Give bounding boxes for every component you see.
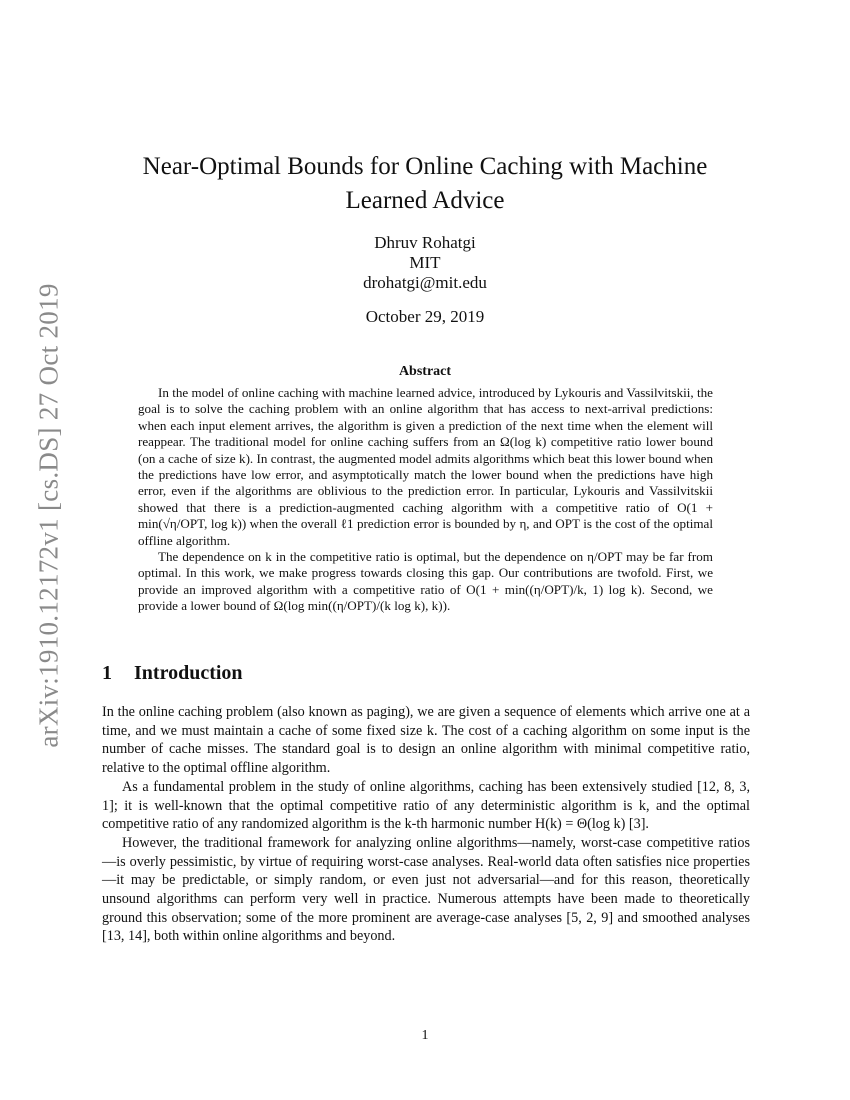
paper-title: Near-Optimal Bounds for Online Caching with Machine Learned Advice <box>142 153 708 214</box>
abstract-paragraph: The dependence on k in the competitive ratio is optimal, but the dependence on η/OPT may be far from optimal. In this work, we make progress towards closing this gap. Our contributions are twofold. First, we provide an improved algorithm with a competitive ratio of O(1 + min((η/OPT)/k, 1) log k). Second, we provide a lower bound of Ω(log min((η/OPT)/(k log k), k)). <box>138 549 713 614</box>
author-email: drohatgi@mit.edu <box>363 273 487 292</box>
body-paragraph: However, the traditional framework for analyzing online algorithms—namely, worst-case competitive ratios—is overly pessimistic, by virtue of requiring worst-case analyses. Real-world data often satisfies nice properties—it may be predictable, or simply random, or even just not adversarial—and for this reason, theoretically unsound algorithms can perform very well in practice. Numerous attempts have been made to theoretically ground this observation; some of the more prominent are average-case analyses [5, 2, 9] and smoothed analyses [13, 14], both within online algorithms and beyond. <box>102 834 750 945</box>
arxiv-identifier-stamp <box>34 265 64 765</box>
page-number: 1 <box>421 1028 429 1043</box>
introduction-body <box>102 703 750 946</box>
abstract-body <box>138 385 713 615</box>
section-heading <box>102 662 243 685</box>
section-title: Introduction <box>134 662 243 684</box>
arxiv-identifier-text: arXiv:1910.12172v1 [cs.DS] 27 Oct 2019 <box>33 282 64 748</box>
body-paragraph: As a fundamental problem in the study of online algorithms, caching has been extensively studied [12, 8, 3, 1]; it is well-known that the optimal competitive ratio of any deterministic algorithm is k, and the optimal competitive ratio of any randomized algorithm is the k-th harmonic number H(k) = Θ(log k) [3]. <box>102 778 750 833</box>
abstract-paragraph: In the model of online caching with machine learned advice, introduced by Lykouris and Vassilvitskii, the goal is to solve the caching problem with an online algorithm that has access to next-arrival predictions: when each input element arrives, the algorithm is given a prediction of the next time when the element will reappear. The traditional model for online caching suffers from an Ω(log k) competitive ratio lower bound (on a cache of size k). In contrast, the augmented model admits algorithms which beat this lower bound when the predictions have low error, and asymptotically match the lower bound when the predictions have high error, even if the algorithms are oblivious to the prediction error. In particular, Lykouris and Vassilvitskii showed that there is a prediction-augmented caching algorithm with a competitive ratio of O(1 + min(√η/OPT, log k)) when the overall ℓ1 prediction error is bounded by η, and OPT is the cost of the optimal offline algorithm. <box>138 385 713 548</box>
abstract-heading: Abstract <box>398 364 452 379</box>
author-block <box>100 233 750 293</box>
author-name: Dhruv Rohatgi <box>374 233 476 252</box>
section-number: 1 <box>102 662 112 684</box>
body-paragraph: In the online caching problem (also known as paging), we are given a sequence of elements which arrive one at a time, and we must maintain a cache of some fixed size k. The cost of a caching algorithm on some input is the number of cache misses. The standard goal is to design an online algorithm with minimal competitive ratio, relative to the optimal offline algorithm. <box>102 704 750 777</box>
author-affiliation: MIT <box>409 253 441 272</box>
paper-date: October 29, 2019 <box>365 307 485 326</box>
